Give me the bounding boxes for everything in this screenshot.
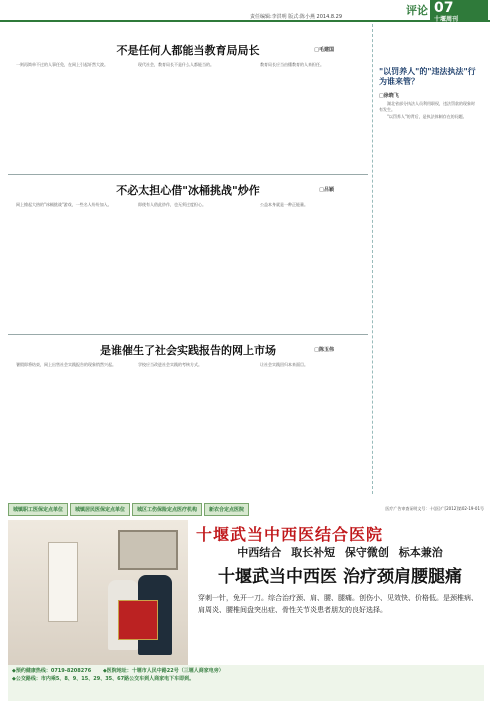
main-articles: [8, 24, 368, 494]
divider: [8, 174, 368, 175]
honor-banner: [118, 600, 158, 640]
article-3-title: 是谁催生了社会实践报告的网上市场: [100, 344, 276, 357]
hospital-name: 十堰武当中西医结合医院: [196, 525, 384, 544]
paragraph: 湖北省部分执法人员利用职权，违法罚款的现象时有发生。: [379, 101, 475, 112]
article-1-body: [8, 62, 368, 69]
section-title: 评论: [406, 4, 428, 17]
article-3-author: □陈玉伟: [314, 347, 334, 353]
divider: [8, 334, 368, 335]
paragraph: 暑假即将结束，网上出售社会实践报告的现象悄然兴起。: [16, 362, 116, 367]
paragraph: 教育局长应当由懂教育的人来担任。: [260, 62, 324, 67]
article-2: [8, 184, 368, 209]
ad-tab: 城镇居民医保定点单位: [70, 503, 130, 516]
ad-phone: ◆预约健康热线：0719-8208276: [12, 668, 92, 674]
hospital-slogan: 中西结合 取长补短 保守微创 标本兼治: [237, 546, 443, 559]
ad-footer: [8, 665, 484, 701]
article-2-author: □吕颖: [319, 187, 334, 193]
calligraphy-scroll: [48, 542, 78, 622]
ad-tab: 城区工伤保险定点医疗机构: [132, 503, 202, 516]
paragraph: 一则再简单不过的人事任免，在网上引起轩然大波。: [16, 62, 108, 67]
paragraph: 现代社会，教育局长不是什么人都能当的。: [138, 62, 214, 67]
sidebar-title: "以罚养人"的"违法执法"行为谁来管？: [379, 66, 476, 86]
article-1-author: □毛建国: [314, 47, 334, 53]
paragraph: 即使有人借此炒作，也无须过度担心。: [138, 202, 206, 207]
ad-approval-number: 医疗广告审查证明文号：十(医)广[2012]第02-19-01号: [385, 506, 484, 511]
article-1-title: 不是任何人都能当教育局局长: [116, 44, 260, 57]
ad-tab-bar: [8, 500, 484, 518]
ad-description: 穿刺一针，免开一刀。综合治疗颈、肩、腰、腿痛。创伤小、见效快、价格低。是颈椎病、肩周炎、腰椎间盘突出症、骨性关节炎患者朋友的良好选择。: [198, 594, 478, 614]
paragraph: 网上掀起大热的"冰桶挑战"游戏，一些名人纷纷加入。: [16, 202, 112, 207]
hospital-advertisement: [8, 500, 484, 680]
sidebar-commentary: [372, 24, 484, 494]
picture-frame: [118, 530, 178, 570]
paragraph: "以罚养人"的背后，是执法体制存在的问题。: [387, 114, 467, 119]
ad-address: ◆医院地址：十堰市人民中路22号（三堰人商家电旁）: [102, 668, 224, 674]
article-3: [8, 344, 368, 369]
sidebar-author: □徐晓飞: [379, 93, 399, 99]
ad-bus-routes: ◆公交路线：市内乘5、8、9、15、29、35、67路公交车到人商家电下车即到。: [12, 676, 195, 682]
ad-tab: 城镇职工医保定点单位: [8, 503, 68, 516]
article-2-title: 不必太担心借"冰桶挑战"炒作: [116, 184, 260, 197]
sidebar-body: [373, 101, 484, 120]
header-meta: 责任编辑:李洪明 版式:陈小燕 2014.8.29: [250, 14, 342, 20]
page-header: [0, 0, 490, 22]
paragraph: 公益本身就是一种正能量。: [260, 202, 308, 207]
paragraph: 让社会实践回归本来面目。: [260, 362, 308, 367]
article-3-body: [8, 362, 368, 369]
ad-headline: 十堰武当中西医 治疗颈肩腰腿痛: [218, 567, 462, 587]
paragraph: 学校应当改进社会实践的考核方式。: [138, 362, 202, 367]
ad-photo: [8, 520, 188, 670]
page-tag: 十堰周刊: [434, 16, 459, 23]
article-2-body: [8, 202, 368, 209]
page-number-badge: [430, 0, 488, 23]
ad-tab: 新农合定点医院: [204, 503, 249, 516]
page-number: 07: [434, 0, 454, 16]
article-1: [8, 44, 368, 69]
